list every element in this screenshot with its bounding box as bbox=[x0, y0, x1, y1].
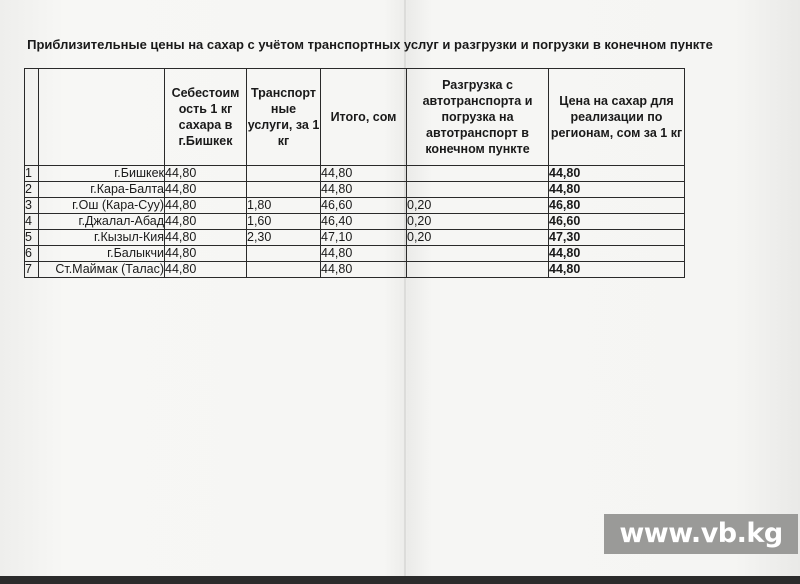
price-cell: 44,80 bbox=[549, 262, 685, 278]
row-number: 3 bbox=[25, 198, 39, 214]
table-row bbox=[25, 166, 685, 182]
row-number: 2 bbox=[25, 182, 39, 198]
cost-cell: 44,80 bbox=[165, 166, 247, 182]
table-row bbox=[25, 214, 685, 230]
row-number: 6 bbox=[25, 246, 39, 262]
row-number: 5 bbox=[25, 230, 39, 246]
cost-cell: 44,80 bbox=[165, 230, 247, 246]
watermark-logo: www.vb.kg bbox=[604, 514, 798, 554]
cost-cell: 44,80 bbox=[165, 262, 247, 278]
transport-cell: 1,60 bbox=[247, 214, 321, 230]
table-row bbox=[25, 246, 685, 262]
unload-cell: 0,20 bbox=[407, 198, 549, 214]
transport-cell: 2,30 bbox=[247, 230, 321, 246]
header-price: Цена на сахар для реализации по регионам, сом за 1 кг bbox=[549, 69, 685, 166]
table-row bbox=[25, 182, 685, 198]
header-unload: Разгрузка с автотранспорта и погрузка на автотранспорт в конечном пункте bbox=[407, 69, 549, 166]
total-cell: 44,80 bbox=[321, 182, 407, 198]
total-cell: 46,40 bbox=[321, 214, 407, 230]
unload-cell bbox=[407, 246, 549, 262]
table-body bbox=[25, 166, 685, 278]
transport-cell bbox=[247, 166, 321, 182]
table-row bbox=[25, 198, 685, 214]
city-cell: г.Джалал-Абад bbox=[39, 214, 165, 230]
price-cell: 46,80 bbox=[549, 198, 685, 214]
header-total: Итого, сом bbox=[321, 69, 407, 166]
price-cell: 44,80 bbox=[549, 246, 685, 262]
header-transport: Транспорт ные услуги, за 1 кг bbox=[247, 69, 321, 166]
header-num bbox=[25, 69, 39, 166]
header-city bbox=[39, 69, 165, 166]
total-cell: 46,60 bbox=[321, 198, 407, 214]
row-number: 1 bbox=[25, 166, 39, 182]
transport-cell bbox=[247, 182, 321, 198]
row-number: 7 bbox=[25, 262, 39, 278]
transport-cell: 1,80 bbox=[247, 198, 321, 214]
unload-cell: 0,20 bbox=[407, 214, 549, 230]
price-cell: 46,60 bbox=[549, 214, 685, 230]
sugar-price-table bbox=[24, 68, 685, 278]
cost-cell: 44,80 bbox=[165, 198, 247, 214]
total-cell: 47,10 bbox=[321, 230, 407, 246]
transport-cell bbox=[247, 246, 321, 262]
total-cell: 44,80 bbox=[321, 262, 407, 278]
scan-bottom-edge bbox=[0, 576, 800, 584]
document-title: Приблизительные цены на сахар с учётом транспортных услуг и разгрузки и погрузки в конечном пункте bbox=[27, 37, 713, 52]
table-row bbox=[25, 230, 685, 246]
price-cell: 44,80 bbox=[549, 166, 685, 182]
city-cell: г.Кара-Балта bbox=[39, 182, 165, 198]
city-cell: г.Балыкчи bbox=[39, 246, 165, 262]
unload-cell bbox=[407, 166, 549, 182]
cost-cell: 44,80 bbox=[165, 214, 247, 230]
city-cell: Ст.Маймак (Талас) bbox=[39, 262, 165, 278]
unload-cell bbox=[407, 262, 549, 278]
price-cell: 44,80 bbox=[549, 182, 685, 198]
unload-cell: 0,20 bbox=[407, 230, 549, 246]
transport-cell bbox=[247, 262, 321, 278]
city-cell: г.Кызыл-Кия bbox=[39, 230, 165, 246]
table-header-row bbox=[25, 69, 685, 166]
city-cell: г.Ош (Кара-Суу) bbox=[39, 198, 165, 214]
header-cost: Себестоим ость 1 кг сахара в г.Бишкек bbox=[165, 69, 247, 166]
price-cell: 47,30 bbox=[549, 230, 685, 246]
row-number: 4 bbox=[25, 214, 39, 230]
city-cell: г.Бишкек bbox=[39, 166, 165, 182]
cost-cell: 44,80 bbox=[165, 246, 247, 262]
unload-cell bbox=[407, 182, 549, 198]
total-cell: 44,80 bbox=[321, 246, 407, 262]
cost-cell: 44,80 bbox=[165, 182, 247, 198]
table-row bbox=[25, 262, 685, 278]
total-cell: 44,80 bbox=[321, 166, 407, 182]
